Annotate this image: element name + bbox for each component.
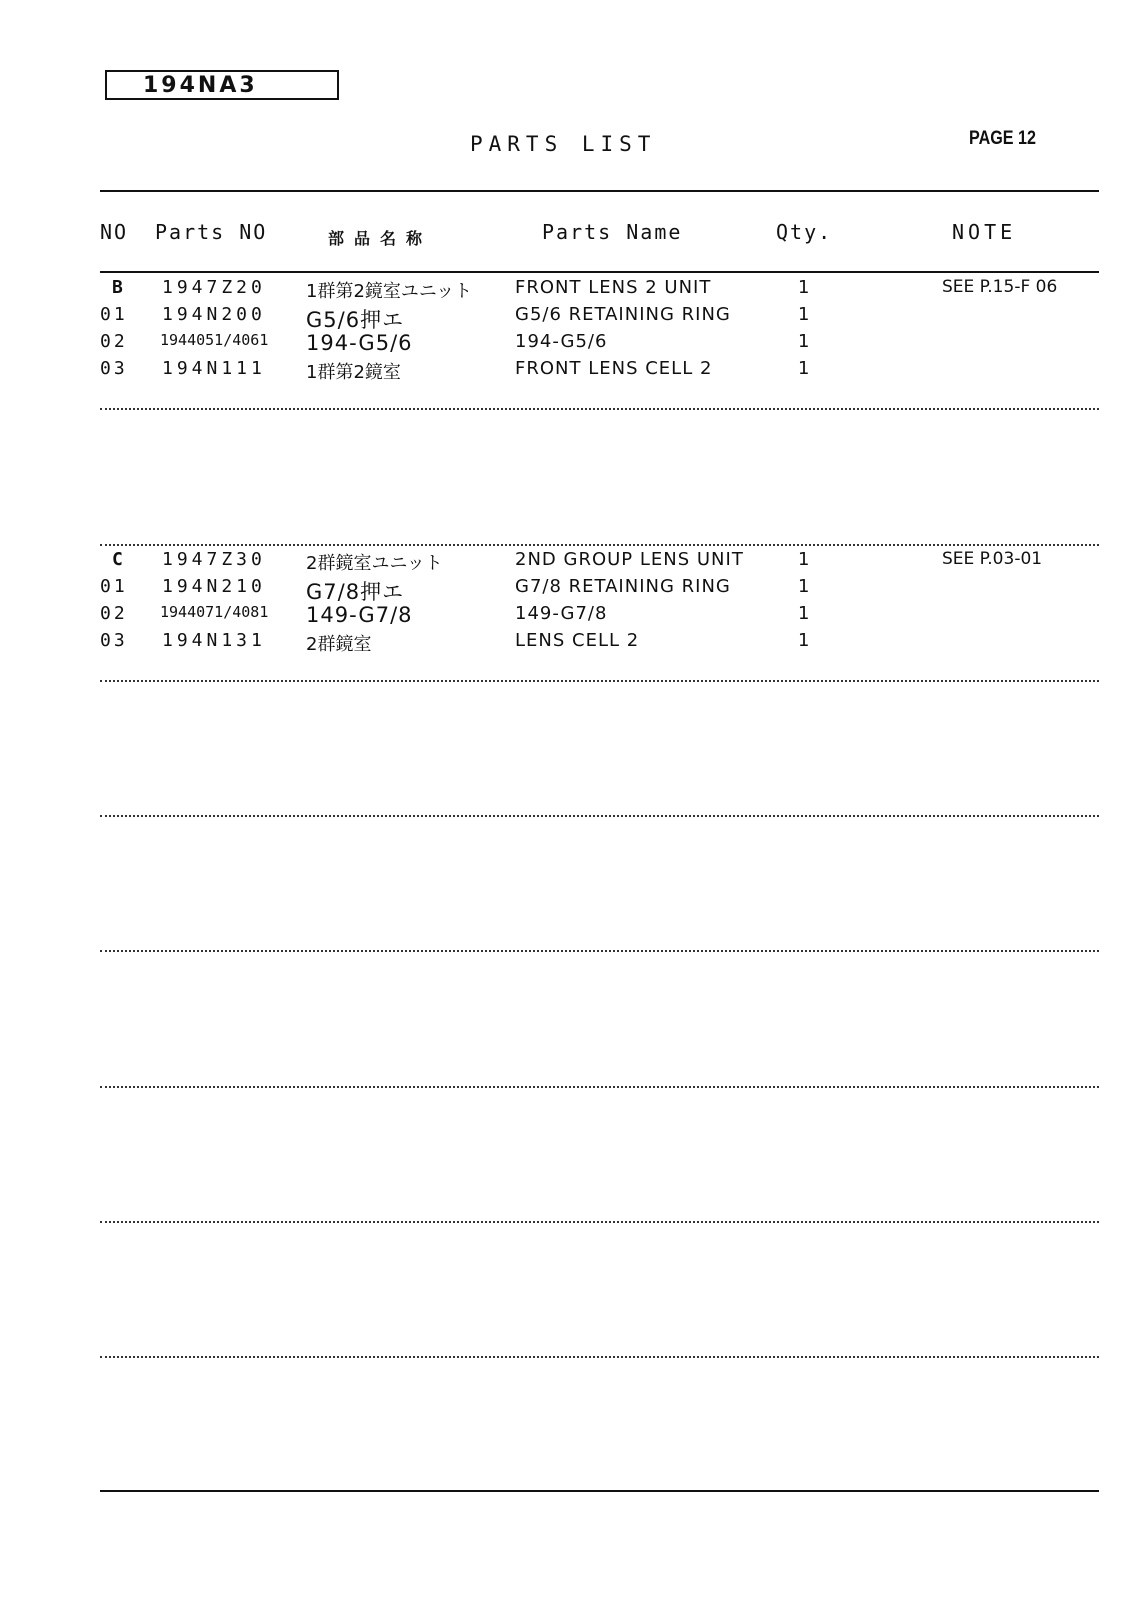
row-qty: 1 [798,603,810,624]
table-row [0,549,1131,575]
section-divider [100,815,1099,817]
row-parts-no: 194N210 [162,576,266,597]
row-note: SEE P.03-01 [942,549,1043,569]
row-parts-name: 149-G7/8 [515,603,608,624]
row-parts-name: FRONT LENS 2 UNIT [515,277,712,298]
row-no: 02 [100,331,128,352]
row-jp-name: 1群第2鏡室 [306,362,401,383]
row-parts-no: 1947Z30 [162,549,266,570]
header-no: NO [100,220,129,244]
row-parts-no: 1947Z20 [162,277,266,298]
table-row [0,277,1131,303]
row-no: 03 [100,358,128,379]
section-divider [100,408,1099,410]
row-no: C [112,549,126,570]
table-row [0,630,1131,656]
row-parts-name: G5/6 RETAINING RING [515,304,731,325]
row-qty: 1 [798,358,810,379]
row-qty: 1 [798,576,810,597]
row-qty: 1 [798,549,810,570]
row-note: SEE P.15-F 06 [942,277,1058,297]
section-divider [100,680,1099,682]
row-no: B [112,277,126,298]
row-no: 01 [100,304,128,325]
section-divider [100,544,1099,546]
row-no: 01 [100,576,128,597]
table-row [0,304,1131,330]
row-jp-name: 2群鏡室ユニット [306,553,443,574]
header-note: NOTE [952,220,1017,244]
row-parts-no: 1944051/4061 [160,331,269,349]
section-divider [100,1086,1099,1088]
table-row [0,603,1131,629]
row-qty: 1 [798,331,810,352]
row-qty: 1 [798,630,810,651]
table-row [0,331,1131,357]
row-parts-name: G7/8 RETAINING RING [515,576,731,597]
row-qty: 1 [798,277,810,298]
row-parts-no: 1944071/4081 [160,603,269,621]
row-jp-name: 2群鏡室 [306,634,372,655]
row-no: 03 [100,630,128,651]
model-number: 194NA3 [143,72,258,98]
row-qty: 1 [798,304,810,325]
section-divider [100,950,1099,952]
row-jp-name: 194-G5/6 [306,331,413,355]
header-qty: Qty. [776,220,833,244]
table-row [0,576,1131,602]
section-divider [100,1221,1099,1223]
row-no: 02 [100,603,128,624]
header-rule [100,271,1099,273]
header-jp-name: 部品名称 [328,229,433,248]
header-parts-name: Parts Name [542,220,683,244]
row-jp-name: G7/8押エ [306,580,405,604]
top-rule [100,190,1099,192]
row-parts-no: 194N200 [162,304,266,325]
row-jp-name: 149-G7/8 [306,603,413,627]
row-jp-name: G5/6押エ [306,308,405,332]
page-number: PAGE 12 [969,128,1037,149]
bottom-rule [100,1490,1099,1492]
row-parts-name: LENS CELL 2 [515,630,640,651]
header-parts-no: Parts NO [155,220,268,244]
row-jp-name: 1群第2鏡室ユニット [306,281,473,302]
row-parts-name: FRONT LENS CELL 2 [515,358,713,379]
row-parts-no: 194N131 [162,630,266,651]
model-number-box [105,70,339,100]
document-title: PARTS LIST [470,132,657,156]
row-parts-name: 2ND GROUP LENS UNIT [515,549,744,570]
table-row [0,358,1131,384]
row-parts-name: 194-G5/6 [515,331,608,352]
section-divider [100,1356,1099,1358]
row-parts-no: 194N111 [162,358,266,379]
